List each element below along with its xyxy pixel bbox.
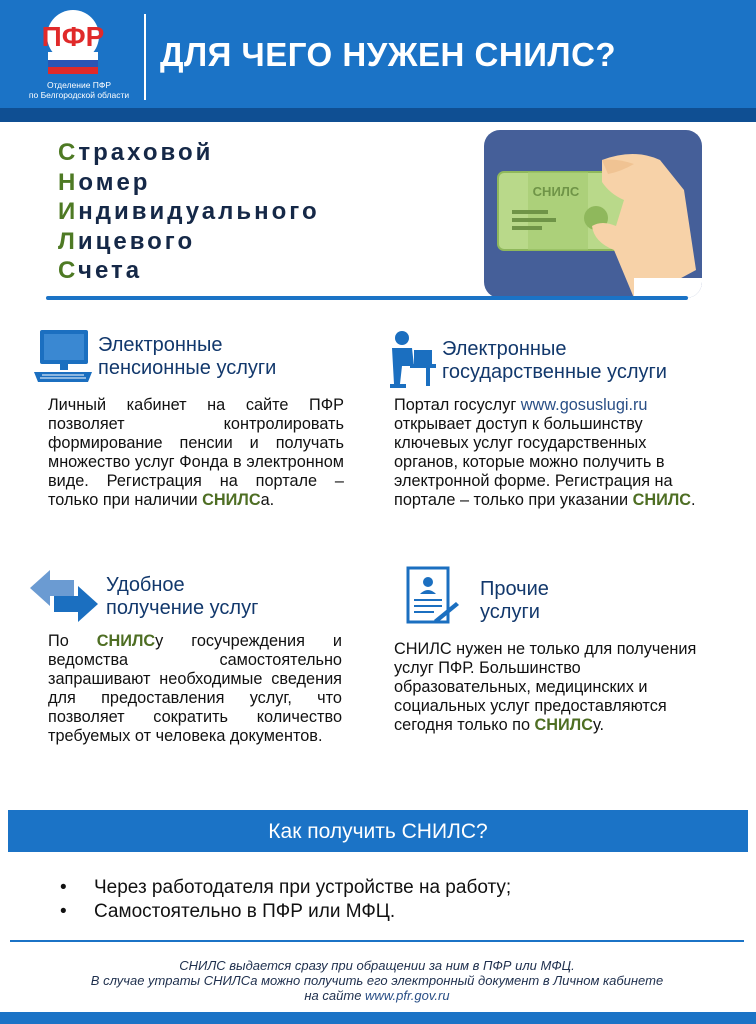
acronym-line: Номер xyxy=(58,168,151,196)
gov-services-text: Портал госуслуг www.gosuslugi.ru открывает доступ к большинству ключевых услуг государственных органов, которые можно получить в электронной форме. Регистрация на портале – только при указании СНИЛС. xyxy=(394,396,696,509)
footnote-line: В случае утраты СНИЛСа можно получить его электронный документ в Личном кабинете xyxy=(90,973,664,988)
acronym-line: Лицевого xyxy=(58,227,196,255)
person-at-desk-icon xyxy=(388,330,438,390)
header-divider xyxy=(144,14,146,100)
pfr-logo xyxy=(18,8,140,104)
header-banner xyxy=(0,0,756,108)
document-pen-icon xyxy=(404,566,460,628)
how-to-get-banner xyxy=(8,810,748,852)
convenient-services-text: По СНИЛСу госучреждения и ведомства самостоятельно запрашивают необходимые сведения для предоставления услуг, что позволяет сократить количество требуемых от человека документов. xyxy=(48,632,342,745)
footer-divider xyxy=(10,940,744,942)
other-services-text: СНИЛС нужен не только для получения услуг ПФР. Большинство образовательных, медицинских и социальных услуг предоставляются сегодня только по СНИЛСу. xyxy=(394,640,697,734)
section-divider xyxy=(46,296,688,300)
acronym-line: Страховой xyxy=(58,139,214,166)
pfr-emblem-icon xyxy=(18,8,140,78)
org-caption xyxy=(18,80,140,100)
footnote xyxy=(10,958,744,1003)
acronym-line: Индивидуального xyxy=(58,198,320,225)
other-services-heading: Прочие услуги xyxy=(480,578,549,623)
how-to-get-title: Как получить СНИЛС? xyxy=(268,820,488,843)
hand-holding-card-icon xyxy=(484,130,702,298)
page-title: ДЛЯ ЧЕГО НУЖЕН СНИЛС? xyxy=(160,36,617,73)
list-item: • Самостоятельно в ПФР или МФЦ. xyxy=(56,900,511,924)
footnote-line: СНИЛС выдается сразу при обращении за ним в ПФР или МФЦ. xyxy=(179,958,575,973)
exchange-arrows-icon xyxy=(28,566,100,626)
bottom-bar xyxy=(0,1012,756,1024)
pension-services-text: Личный кабинет на сайте ПФР позволяет контролировать формирование пенсии и получать множество услуг Фонда в электронном виде. Регистрация на портале – только при наличии СНИЛСа. xyxy=(48,396,344,509)
computer-icon xyxy=(32,328,94,386)
gov-services-heading: Электронные государственные услуги xyxy=(442,338,667,383)
header-stripe xyxy=(0,108,756,122)
footnote-line: на сайте www.pfr.gov.ru xyxy=(304,988,450,1003)
list-item: • Через работодателя при устройстве на работу; xyxy=(56,876,511,900)
gosuslugi-link[interactable]: www.gosuslugi.ru xyxy=(520,396,648,414)
how-to-get-list xyxy=(56,876,511,924)
org-caption-line1: Отделение ПФР xyxy=(46,80,112,90)
card-label: СНИЛС xyxy=(532,184,580,199)
snils-card-illustration xyxy=(484,130,702,298)
org-caption-line2: по Белгородской области xyxy=(28,90,130,100)
convenient-services-heading: Удобное получение услуг xyxy=(106,574,259,619)
pension-services-heading: Электронные пенсионные услуги xyxy=(98,334,277,379)
acronym-line: Счета xyxy=(58,257,143,284)
svg-text:ПФР: ПФР xyxy=(41,21,105,52)
pfr-link[interactable]: www.pfr.gov.ru xyxy=(365,988,450,1003)
snils-acronym xyxy=(58,138,320,286)
